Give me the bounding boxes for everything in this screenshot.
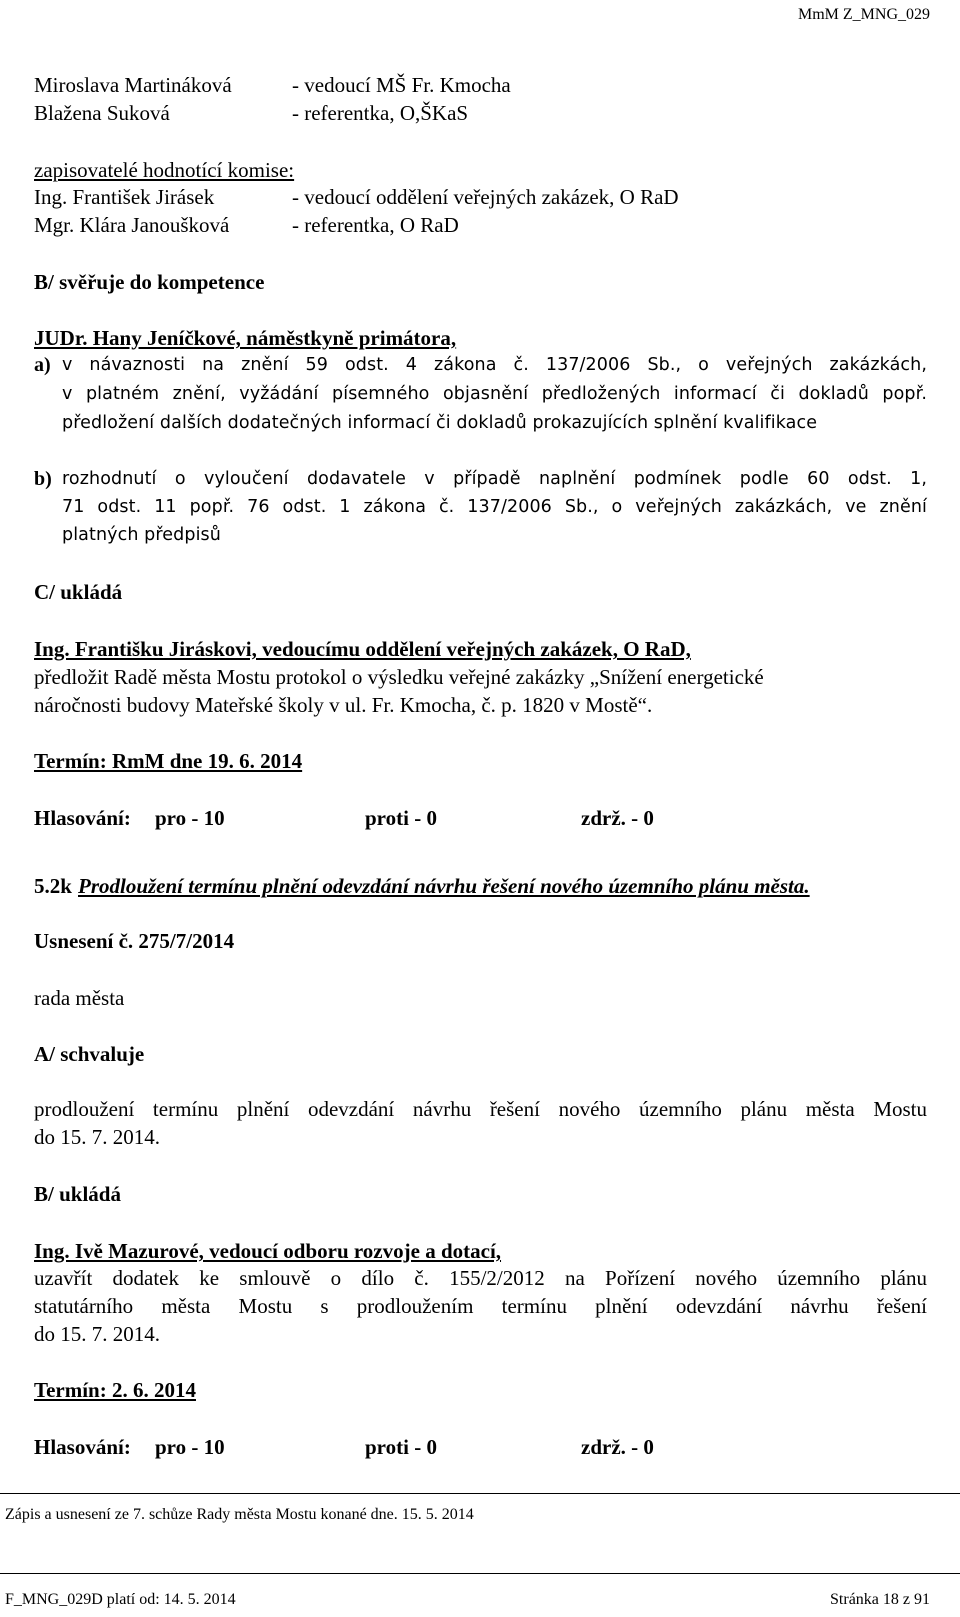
- vote-abstain: zdrž. - 0: [581, 806, 654, 830]
- approval-text-line: do 15. 7. 2014.: [34, 1125, 160, 1149]
- task-text-line: statutárního města Mostu s prodloužením termínu plnění odevzdání návrhu řešení: [34, 1294, 927, 1318]
- member-name: Blažena Suková: [34, 101, 170, 125]
- vote-proti: proti - 0: [365, 806, 437, 830]
- member-role: - vedoucí MŠ Fr. Kmocha: [292, 73, 511, 97]
- item-a-text-line: v návaznosti na znění 59 odst. 4 zákona č. 137/2006 Sb., o veřejných zakázkách,: [62, 355, 927, 375]
- task-text-line: předložit Radě města Mostu protokol o výsledku veřejné zakázky „Snížení energetické: [34, 665, 764, 689]
- recorders-label: zapisovatelé hodnotící komise:: [34, 158, 295, 182]
- vote-label: Hlasování:: [34, 806, 131, 830]
- recorder-name: Mgr. Klára Janoušková: [34, 213, 230, 237]
- footer-divider: [0, 1493, 960, 1494]
- member-name: Miroslava Martináková: [34, 73, 232, 97]
- recorder-role: - referentka, O RaD: [292, 213, 459, 237]
- item-number: 5.2k: [34, 874, 72, 898]
- section-heading: A/ schvaluje: [34, 1042, 145, 1066]
- item-a-text-line: v platném znění, vyžádání písemného objasnění předložených informací či dokladů popř.: [62, 384, 927, 404]
- deadline: Termín: RmM dne 19. 6. 2014: [34, 749, 303, 773]
- item-a-marker: a): [34, 354, 51, 376]
- vote-abstain: zdrž. - 0: [581, 1435, 654, 1459]
- item-b-text-line: rozhodnutí o vyloučení dodavatele v případě naplnění podmínek podle 60 odst. 1,: [62, 469, 927, 489]
- item-b-text-line: 71 odst. 11 popř. 76 odst. 1 zákona č. 137/2006 Sb., o veřejných zakázkách, ve znění: [62, 497, 927, 517]
- item-b-text-line: platných předpisů: [62, 525, 221, 545]
- delegate-person: JUDr. Hany Jeníčkové, náměstkyně primátora,: [34, 326, 457, 350]
- section-heading: C/ ukládá: [34, 580, 123, 604]
- responsible-person: Ing. Ivě Mazurové, vedoucí odboru rozvoje a dotací,: [34, 1239, 502, 1263]
- section-heading: B/ svěřuje do kompetence: [34, 270, 265, 294]
- section-heading: B/ ukládá: [34, 1182, 121, 1206]
- recorder-name: Ing. František Jirásek: [34, 185, 215, 209]
- item-a-text-line: předložení dalších dodatečných informací či dokladů prokazujících splnění kvalifikace: [62, 413, 818, 433]
- footer-page-number: Stránka 18 z 91: [830, 1591, 930, 1608]
- responsible-person: Ing. Františku Jiráskovi, vedoucímu oddělení veřejných zakázek, O RaD,: [34, 637, 691, 661]
- resolution-body: rada města: [34, 986, 125, 1010]
- task-text-line: uzavřít dodatek ke smlouvě o dílo č. 155/2/2012 na Pořízení nového územního plánu: [34, 1266, 927, 1290]
- footer-divider: [0, 1573, 960, 1574]
- vote-proti: proti - 0: [365, 1435, 437, 1459]
- item-title: Prodloužení termínu plnění odevzdání návrhu řešení nového územního plánu města.: [78, 874, 810, 898]
- approval-text-line: prodloužení termínu plnění odevzdání návrhu řešení nového územního plánu města Mostu: [34, 1097, 927, 1121]
- vote-pro: pro - 10: [155, 806, 225, 830]
- footer-form-code: F_MNG_029D platí od: 14. 5. 2014: [5, 1591, 236, 1608]
- vote-label: Hlasování:: [34, 1435, 131, 1459]
- task-text-line: náročnosti budovy Mateřské školy v ul. Fr. Kmocha, č. p. 1820 v Mostě“.: [34, 693, 653, 717]
- footer-meeting-note: Zápis a usnesení ze 7. schůze Rady města Mostu konané dne. 15. 5. 2014: [5, 1506, 474, 1523]
- deadline: Termín: 2. 6. 2014: [34, 1378, 196, 1402]
- document-code: MmM Z_MNG_029: [797, 6, 930, 23]
- member-role: - referentka, O,ŠKaS: [292, 101, 469, 125]
- item-b-marker: b): [34, 468, 52, 490]
- resolution-number: Usnesení č. 275/7/2014: [34, 929, 235, 953]
- vote-pro: pro - 10: [155, 1435, 225, 1459]
- recorder-role: - vedoucí oddělení veřejných zakázek, O RaD: [292, 185, 679, 209]
- task-text-line: do 15. 7. 2014.: [34, 1322, 160, 1346]
